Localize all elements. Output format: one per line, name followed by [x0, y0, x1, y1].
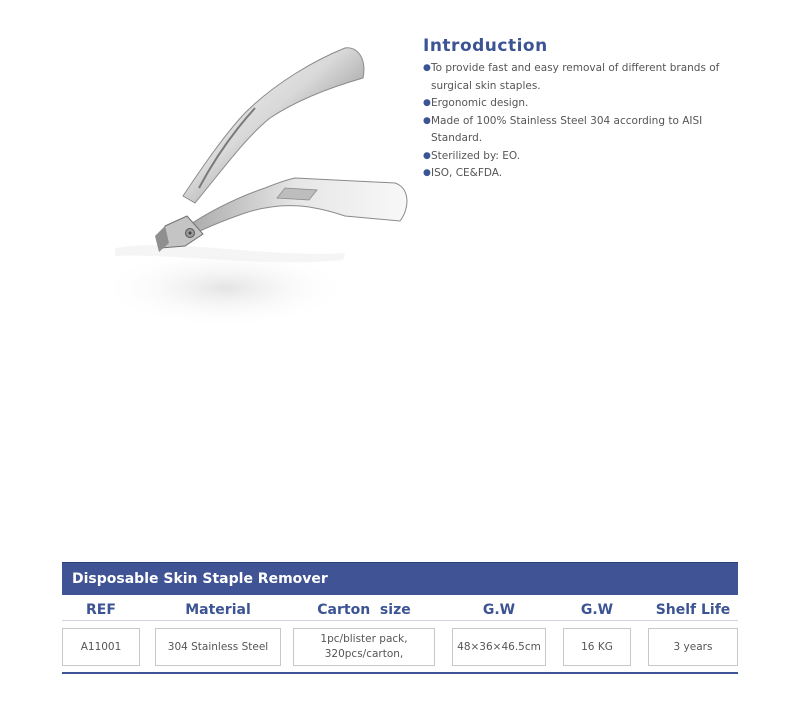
introduction-section [423, 36, 743, 183]
bullet-icon: ● [423, 98, 431, 108]
column-header-ref: REF [86, 602, 116, 618]
spec-table-header [62, 562, 738, 595]
column-header-gross-weight-dimensions: G.W [482, 602, 516, 618]
bullet-icon: ● [423, 168, 431, 178]
column-header-material: Material [185, 602, 251, 618]
intro-item-text: ISO, CE&FDA. [431, 167, 503, 179]
spec-table-title: Disposable Skin Staple Remover [72, 571, 328, 587]
header-divider [62, 620, 738, 621]
bullet-icon: ● [423, 150, 431, 161]
bullet-icon: ● [423, 63, 431, 73]
cell-shelf-life: 3 years [648, 628, 738, 666]
cell-carton-size: 1pc/blister pack, 320pcs/carton, [293, 628, 435, 666]
column-header-carton-size: Carton size [317, 602, 411, 618]
intro-item-text: Made of 100% Stainless Steel 304 according to AISI Standard. [431, 114, 703, 144]
intro-item-certification [423, 165, 743, 183]
intro-item-text: To provide fast and easy removal of different brands of surgical skin staples. [431, 62, 720, 92]
cell-material: 304 Stainless Steel [155, 628, 281, 666]
table-bottom-rule [62, 672, 738, 674]
cell-ref: A11001 [62, 628, 140, 666]
intro-item-text: Sterilized by: EO. [431, 149, 521, 162]
bullet-icon: ● [423, 115, 431, 126]
intro-item-material [423, 113, 743, 148]
column-header-shelf-life: Shelf Life [655, 602, 731, 618]
cell-gross-weight: 16 KG [563, 628, 631, 666]
column-header-gross-weight: G.W [580, 602, 614, 618]
introduction-list [423, 60, 743, 183]
intro-item-text: Ergonomic design. [431, 97, 529, 109]
intro-item-design [423, 95, 743, 113]
introduction-title: Introduction [423, 36, 548, 56]
staple-remover-image [95, 38, 425, 358]
cell-dimensions: 48×36×46.5cm [452, 628, 546, 666]
intro-item-removal [423, 60, 743, 95]
intro-item-sterilization [423, 148, 743, 166]
